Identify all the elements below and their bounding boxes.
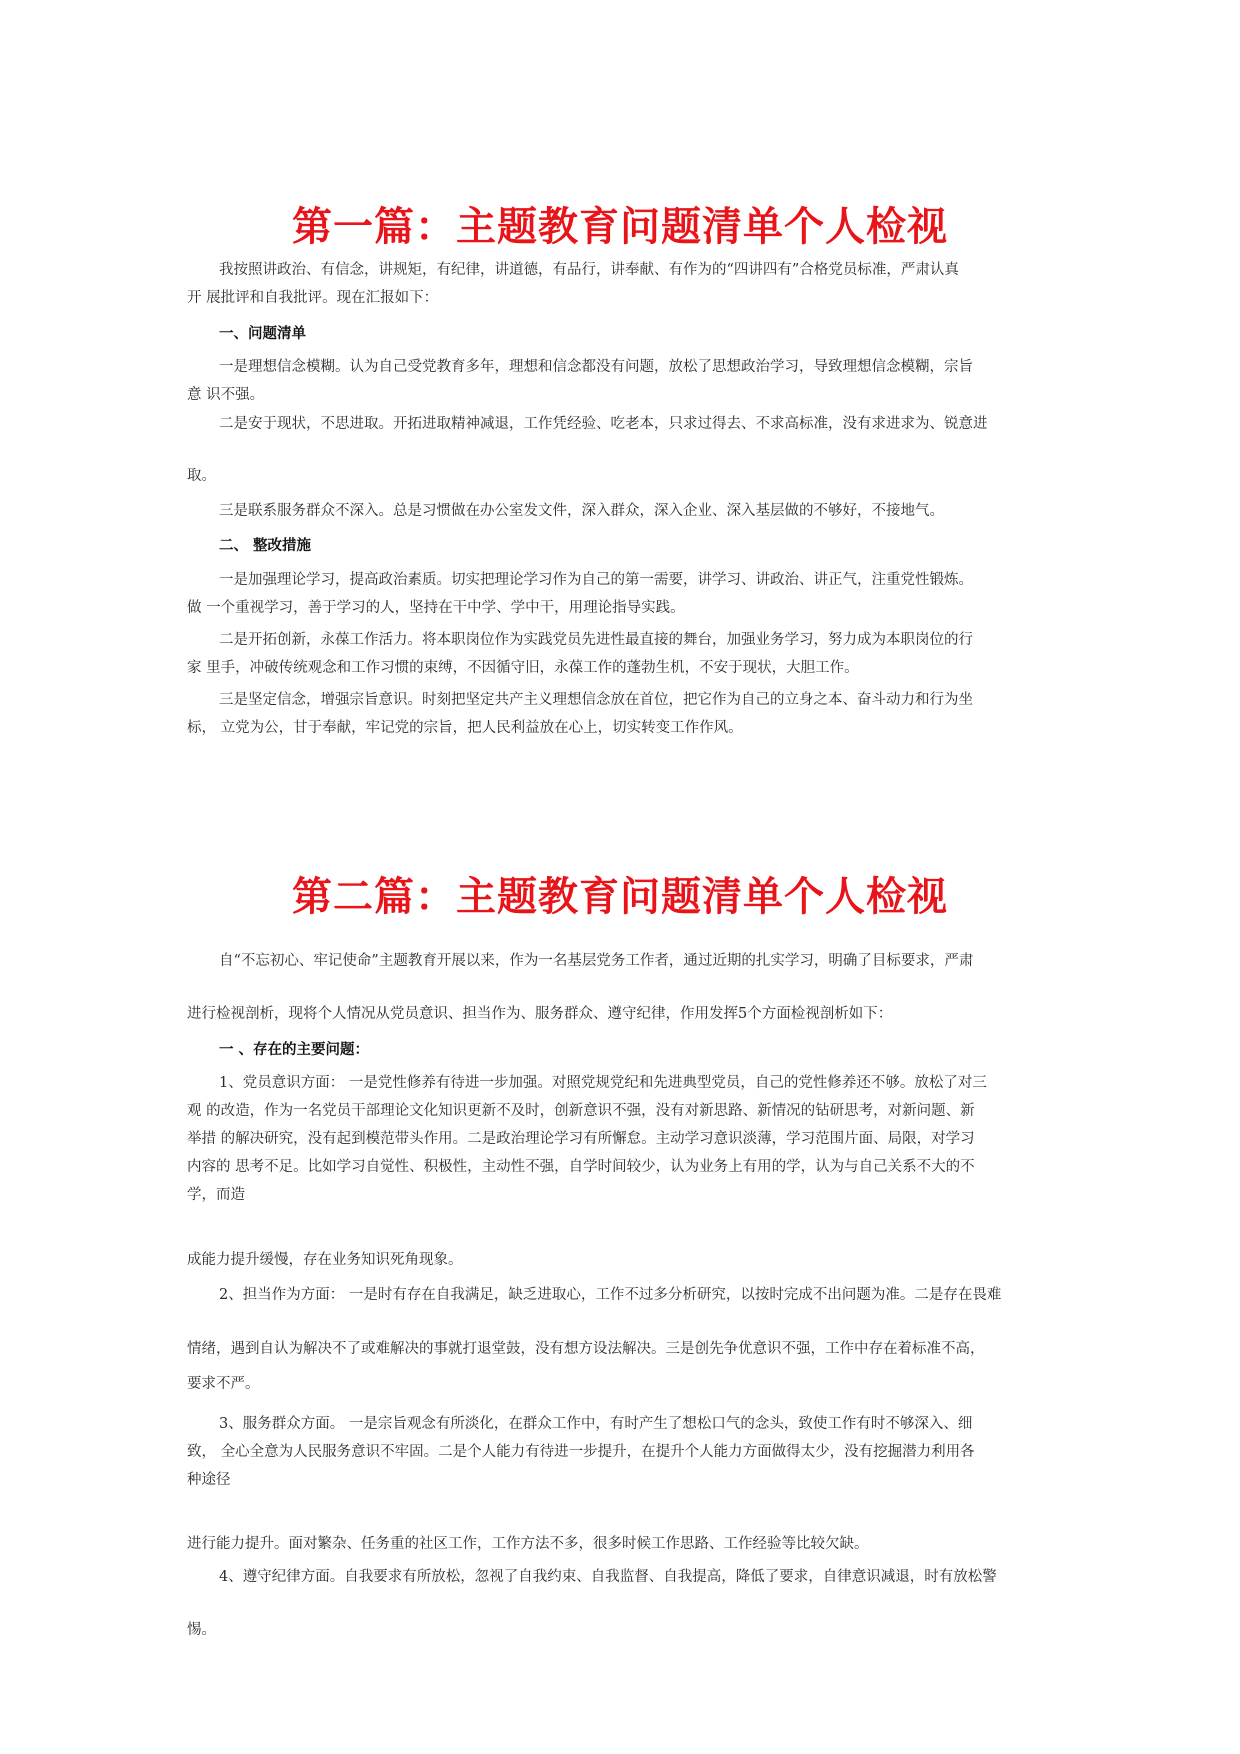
doc2-title: 第二篇：主题教育问题清单个人检视	[292, 872, 948, 920]
doc1-heading-problems: 一、问题清单	[219, 325, 306, 342]
doc2-item-1-line: 内容的 思考不足。比如学习自觉性、积极性，主动性不强，自学时间较少，认为业务上有用的学，认为与自己关系不大的不	[187, 1159, 975, 1175]
doc1-intro-line: 我按照讲政治、有信念，讲规矩，有纪律，讲道德，有品行，讲奉献、有作为的“四讲四有”合格党员标准，严肃认真	[219, 262, 959, 278]
doc2-item-4-tail-line: 惕。	[187, 1622, 216, 1638]
doc1-heading-measures: 二、 整改措施	[219, 537, 312, 554]
doc1-measure-3-line: 标， 立党为公，甘于奉献，牢记党的宗旨，把人民利益放在心上，切实转变工作作风。	[187, 720, 743, 736]
doc1-problem-2	[187, 410, 1057, 438]
doc2-item-1-tail-line: 成能力提升缓慢，存在业务知识死角现象。	[187, 1252, 463, 1268]
doc1-measure-1-line: 做 一个重视学习，善于学习的人，坚持在干中学、学中干，用理论指导实践。	[187, 600, 685, 616]
doc2-item-4	[187, 1563, 1057, 1591]
doc2-item-1-line: 1、党员意识方面： 一是党性修养有待进一步加强。对照党规党纪和先进典型党员，自己的党性修养还不够。放松了对三	[219, 1075, 987, 1091]
doc2-item-1-tail	[187, 1246, 1057, 1274]
doc2-item-3-line: 致， 全心全意为人民服务意识不牢固。二是个人能力有待进一步提升，在提升个人能力方面做得太少，没有挖掘潜力利用各	[187, 1444, 975, 1460]
doc2-item-2	[187, 1281, 1057, 1309]
doc2-item-1-line: 学，而造	[187, 1187, 245, 1203]
doc1-problem-1	[187, 353, 1057, 409]
doc1-measure-3	[187, 686, 1057, 742]
doc1-measure-2-line: 家 里手，冲破传统观念和工作习惯的束缚，不因循守旧，永葆工作的蓬勃生机，不安于现状，大胆工作。	[187, 660, 859, 676]
doc2-intro-line: 自“不忘初心、牢记使命”主题教育开展以来，作为一名基层党务工作者，通过近期的扎实学习，明确了目标要求，严肃	[219, 953, 974, 969]
doc1-problem-2-tail	[187, 462, 1057, 490]
doc2-item-1-line: 举措 的解决研究，没有起到模范带头作用。二是政治理论学习有所懈怠。主动学习意识淡薄，学习范围片面、局限，对学习	[187, 1131, 975, 1147]
doc1-measure-2	[187, 626, 1057, 682]
doc2-item-2-cont	[187, 1335, 1057, 1363]
doc1-intro	[187, 256, 1057, 312]
doc2-item-2-line: 2、担当作为方面： 一是时有存在自我满足，缺乏进取心，工作不过多分析研究，以按时完成不出问题为准。二是存在畏难	[219, 1287, 1002, 1303]
doc2-item-3-tail	[187, 1530, 1057, 1558]
doc1-problem-1-line: 一是理想信念模糊。认为自己受党教育多年，理想和信念都没有问题，放松了思想政治学习，导致理想信念模糊，宗旨	[219, 359, 973, 375]
doc2-item-3-line: 3、服务群众方面。 一是宗旨观念有所淡化，在群众工作中，有时产生了想松口气的念头，致使工作有时不够深入、细	[219, 1416, 973, 1432]
doc2-item-2-line: 情绪，遇到自认为解决不了或难解决的事就打退堂鼓，没有想方设法解决。三是创先争优意识不强，工作中存在着标准不高，	[187, 1341, 985, 1357]
doc2-heading-problems: 一 、存在的主要问题：	[219, 1041, 370, 1058]
doc2-item-3	[187, 1410, 1057, 1494]
doc1-measure-3-line: 三是坚定信念，增强宗旨意识。时刻把坚定共产主义理想信念放在首位，把它作为自己的立身之本、奋斗动力和行为坐	[219, 692, 973, 708]
doc2-intro-cont	[187, 1000, 1057, 1028]
doc1-measure-1-line: 一是加强理论学习，提高政治素质。切实把理论学习作为自己的第一需要，讲学习、讲政治、讲正气，注重党性锻炼。	[219, 572, 973, 588]
doc2-item-4-tail	[187, 1616, 1057, 1644]
doc1-title: 第一篇：主题教育问题清单个人检视	[292, 202, 948, 250]
doc2-item-2-tail	[187, 1370, 1057, 1398]
doc1-problem-3-line: 三是联系服务群众不深入。总是习惯做在办公室发文件，深入群众，深入企业、深入基层做的不够好，不接地气。	[219, 503, 944, 519]
doc1-problem-2-tail-line: 取。	[187, 468, 216, 484]
doc2-item-2-line: 要求不严。	[187, 1376, 260, 1392]
doc2-item-4-line: 4、遵守纪律方面。自我要求有所放松，忽视了自我约束、自我监督、自我提高，降低了要求，自律意识减退，时有放松警	[219, 1569, 997, 1585]
doc1-measure-1	[187, 566, 1057, 622]
doc1-problem-1-line: 意 识不强。	[187, 387, 265, 403]
doc2-item-1-line: 观 的改造，作为一名党员干部理论文化知识更新不及时，创新意识不强，没有对新思路、新情况的钻研思考，对新问题、新	[187, 1103, 975, 1119]
doc1-intro-line: 开 展批评和自我批评。现在汇报如下：	[187, 290, 439, 306]
doc2-item-3-line: 种途径	[187, 1472, 231, 1488]
doc2-item-1	[187, 1069, 1057, 1209]
doc1-problem-2-line: 二是安于现状，不思进取。开拓进取精神减退，工作凭经验、吃老本，只求过得去、不求高标准，没有求进求为、锐意进	[219, 416, 988, 432]
doc2-intro	[187, 947, 1057, 975]
doc1-measure-2-line: 二是开拓创新，永葆工作活力。将本职岗位作为实践党员先进性最直接的舞台，加强业务学习，努力成为本职岗位的行	[219, 632, 973, 648]
doc2-intro-line: 进行检视剖析，现将个人情况从党员意识、担当作为、服务群众、遵守纪律，作用发挥5个方面检视剖析如下：	[187, 1006, 893, 1022]
doc1-problem-3	[187, 497, 1057, 525]
doc2-item-3-tail-line: 进行能力提升。面对繁杂、任务重的社区工作，工作方法不多，很多时候工作思路、工作经验等比较欠缺。	[187, 1536, 869, 1552]
